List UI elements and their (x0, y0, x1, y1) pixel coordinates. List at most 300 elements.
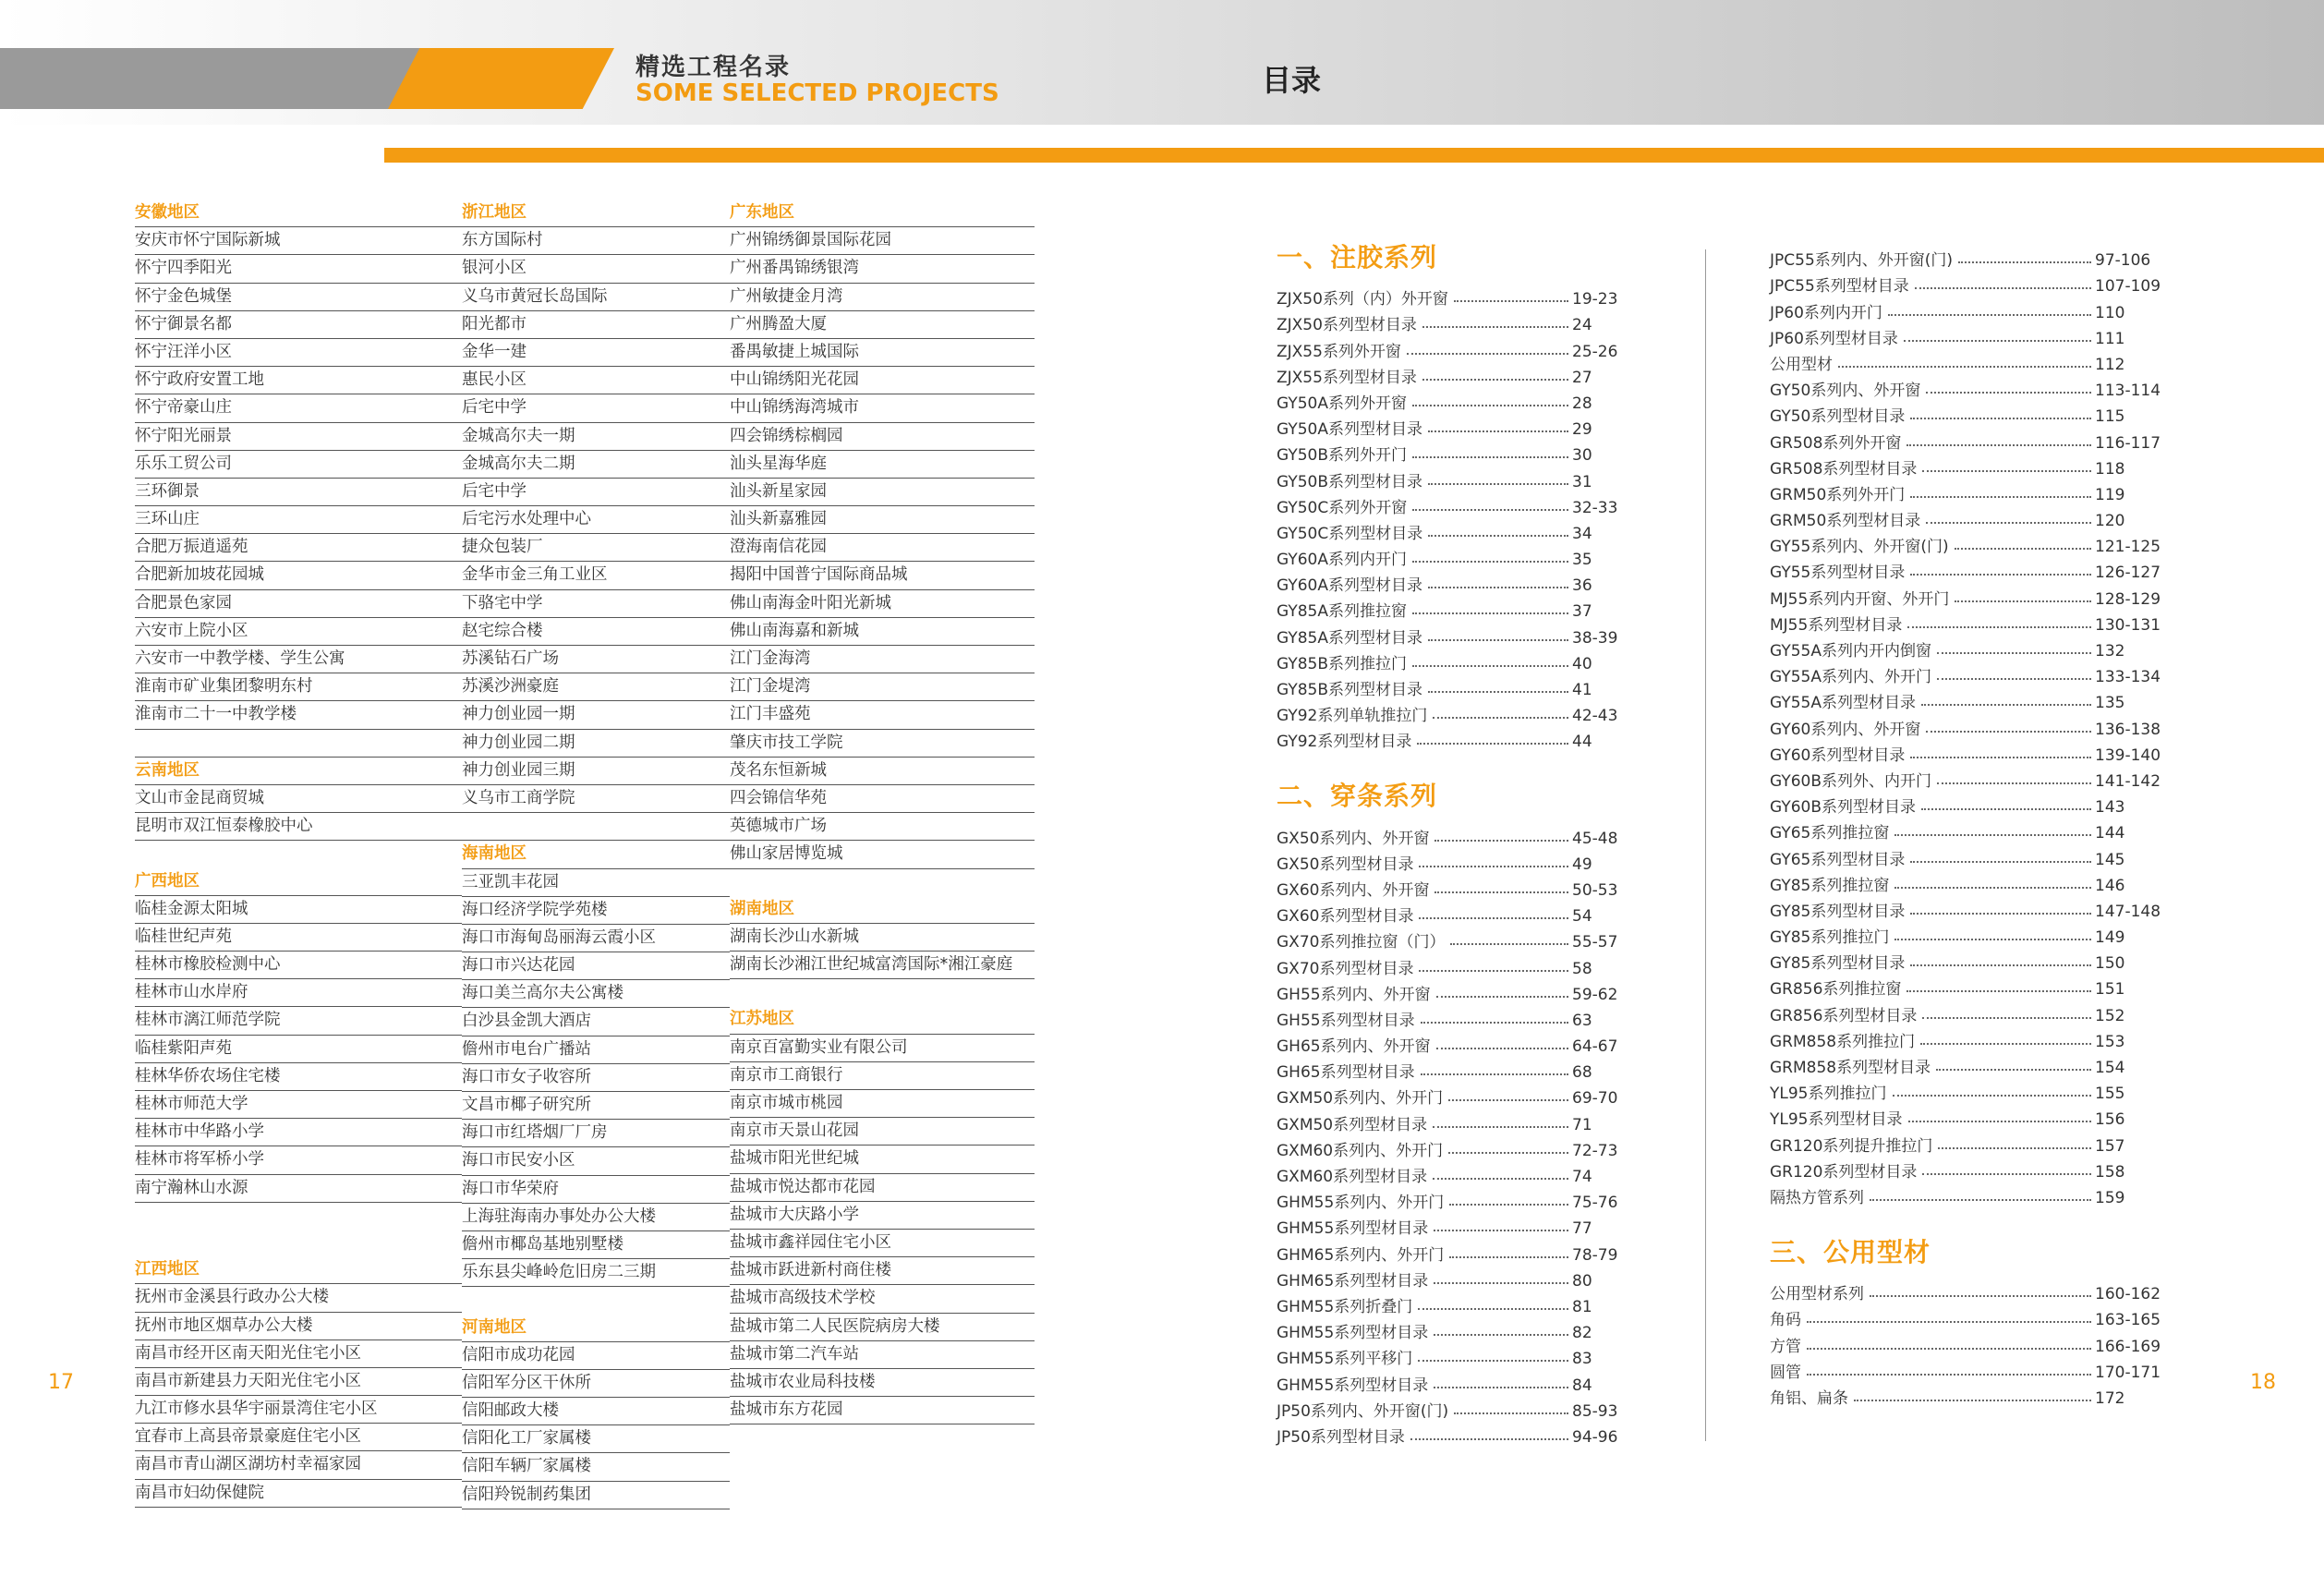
toc-entry[interactable] (1277, 334, 1635, 360)
toc-entry[interactable] (1770, 791, 2158, 817)
project-item: 佛山南海金叶阳光新城 (730, 590, 1035, 618)
toc-dot-leader (1454, 1412, 1568, 1414)
region-heading: 云南地区 (135, 758, 462, 785)
toc-entry-title: GRM50系列外开门 (1770, 485, 1906, 504)
toc-entry-page: 83 (1572, 1350, 1592, 1369)
project-item: 盐城市鑫祥园住宅小区 (730, 1230, 1035, 1257)
toc-entry[interactable] (1277, 952, 1635, 977)
toc-entry[interactable] (1277, 1316, 1635, 1342)
toc-entry-title: GY60B系列型材目录 (1770, 798, 1917, 818)
toc-dot-leader (1921, 808, 2091, 810)
toc-entry-title: GY85B系列型材目录 (1277, 681, 1423, 699)
toc-entry[interactable] (1770, 374, 2161, 401)
project-spacer (135, 841, 462, 867)
toc-entry-title: GX60系列内、外开窗 (1277, 880, 1430, 900)
toc-entry[interactable] (1277, 1004, 1635, 1030)
project-item: 怀宁帝豪山庄 (135, 394, 462, 422)
toc-entry[interactable] (1770, 739, 2161, 765)
toc-entry[interactable] (1770, 582, 2161, 609)
toc-entry-title: 圆管 (1770, 1363, 1801, 1382)
toc-entry[interactable] (1277, 569, 1635, 595)
toc-entry[interactable] (1770, 479, 2158, 504)
toc-entry-title: GY85A系列型材目录 (1277, 628, 1422, 648)
toc-entry-title: GHM55系列型材目录 (1277, 1376, 1429, 1395)
toc-dot-leader (1926, 731, 2091, 733)
toc-entry-title: 公用型材 (1770, 355, 1833, 374)
toc-entry[interactable] (1770, 296, 2158, 321)
toc-entry-title: ZJX55系列外开窗 (1277, 342, 1401, 361)
toc-dot-leader (1428, 587, 1568, 588)
page-number-right: 18 (2250, 1371, 2276, 1394)
toc-entry[interactable] (1770, 530, 2161, 557)
toc-dot-leader (1910, 964, 2091, 966)
toc-entry-page: 163-165 (2095, 1311, 2161, 1330)
toc-dot-leader (1419, 917, 1568, 919)
project-item: 肇庆市技工学院 (730, 730, 1035, 758)
toc-entry-title: GY65系列推拉窗 (1770, 824, 1890, 843)
toc-entry-title: GR120系列提升推拉门 (1770, 1136, 1933, 1156)
toc-entry[interactable] (1770, 1329, 2161, 1356)
toc-entry[interactable] (1770, 1051, 2158, 1077)
toc-entry-page: 119 (2095, 485, 2125, 504)
toc-entry[interactable] (1770, 1382, 2158, 1408)
project-item: 文昌市椰子研究所 (462, 1092, 730, 1120)
project-item: 佛山南海嘉和新城 (730, 618, 1035, 646)
project-item: 桂林市师范大学 (135, 1091, 462, 1119)
toc-entry-title: GX50系列内、外开窗 (1277, 829, 1430, 848)
project-item: 淮南市二十一中教学楼 (135, 701, 462, 729)
orange-divider-bar (384, 148, 2324, 163)
region-heading: 江苏地区 (730, 1006, 1035, 1034)
project-item: 义乌市工商学院 (462, 785, 730, 813)
header-gray-band (0, 48, 420, 109)
toc-entry[interactable] (1770, 895, 2161, 921)
project-item: 后宅中学 (462, 479, 730, 506)
toc-dot-leader (1412, 612, 1568, 614)
project-item: 四会锦信华苑 (730, 785, 1035, 813)
toc-dot-leader (1448, 1152, 1568, 1154)
toc-dot-leader (1807, 1374, 2091, 1376)
toc-entry-title: 公用型材系列 (1770, 1285, 1864, 1304)
toc-entry[interactable] (1277, 900, 1635, 926)
toc-entry[interactable] (1277, 1342, 1635, 1368)
project-item: 桂林市山水岸府 (135, 979, 462, 1007)
toc-dot-leader (1412, 665, 1568, 667)
toc-entry-title: MJ55系列型材目录 (1770, 615, 1903, 635)
toc-entry-title: GY55系列内、外开窗(门) (1770, 538, 1949, 557)
toc-entry-title: GH55系列型材目录 (1277, 1011, 1415, 1030)
toc-entry-page: 145 (2095, 850, 2125, 869)
toc-entry[interactable] (1770, 973, 2158, 999)
toc-entry[interactable] (1770, 947, 2158, 973)
toc-entry[interactable] (1770, 712, 2161, 739)
toc-entry-title: ZJX55系列型材目录 (1277, 368, 1417, 387)
project-item: 海口市华荣府 (462, 1176, 730, 1204)
toc-entry-page: 143 (2095, 798, 2125, 818)
project-item: 怀宁金色城堡 (135, 284, 462, 311)
project-item: 四会锦绣棕榈园 (730, 423, 1035, 451)
toc-dot-leader (1419, 866, 1568, 867)
toc-entry[interactable] (1277, 361, 1635, 387)
toc-entry[interactable] (1277, 465, 1635, 491)
toc-entry-title: GRM858系列型材目录 (1770, 1059, 1931, 1077)
toc-entry-page: 27 (1572, 368, 1592, 387)
toc-dot-leader (1412, 509, 1568, 511)
toc-entry[interactable] (1770, 661, 2161, 687)
toc-entry-page: 55-57 (1572, 933, 1618, 952)
toc-entry[interactable] (1277, 1395, 1635, 1421)
toc-entry-page: 116-117 (2095, 433, 2161, 453)
toc-entry-page: 144 (2095, 824, 2125, 843)
toc-entry-page: 115 (2095, 407, 2125, 427)
toc-entry[interactable] (1277, 1421, 1635, 1447)
toc-entry-title: GY50C系列外开窗 (1277, 498, 1408, 517)
toc-entry[interactable] (1770, 1278, 2161, 1304)
toc-entry-title: JP60系列型材目录 (1770, 329, 1898, 348)
toc-entry[interactable] (1277, 1082, 1635, 1108)
project-item: 乐乐工贸公司 (135, 451, 462, 479)
toc-dot-leader (1910, 418, 2091, 419)
toc-entry-page: 64-67 (1572, 1037, 1618, 1057)
toc-entry-title: GY85A系列推拉窗 (1277, 602, 1407, 622)
project-item: 三环御景 (135, 479, 462, 506)
project-item: 广州腾盈大厦 (730, 311, 1035, 339)
toc-dot-leader (1418, 1308, 1568, 1310)
toc-entry-title: GR120系列型材目录 (1770, 1162, 1918, 1182)
toc-entry[interactable] (1770, 322, 2158, 348)
project-item: 九江市修水县华宇丽景湾住宅小区 (135, 1396, 462, 1424)
toc-column-right (1770, 244, 2161, 1408)
toc-dot-leader (1936, 1069, 2091, 1071)
project-item: 儋州市电台广播站 (462, 1036, 730, 1064)
toc-entry-page: 111 (2095, 329, 2125, 348)
toc-entry[interactable] (1277, 439, 1635, 465)
project-item: 南京市城市桃园 (730, 1090, 1035, 1118)
toc-gap (1770, 1207, 2158, 1228)
toc-entry-page: 49 (1572, 855, 1592, 874)
project-item: 茂名东恒新城 (730, 758, 1035, 785)
toc-entry-page: 41 (1572, 681, 1592, 699)
toc-entry-page: 81 (1572, 1297, 1592, 1316)
toc-entry-page: 130-131 (2095, 615, 2161, 635)
toc-gap (1277, 751, 1635, 771)
toc-entry[interactable] (1277, 517, 1635, 543)
toc-entry-title: GX70系列型材目录 (1277, 959, 1414, 978)
toc-dot-leader (1922, 1017, 2091, 1019)
toc-entry-title: GY65系列型材目录 (1770, 850, 1906, 869)
toc-entry-title: 隔热方管系列 (1770, 1188, 1864, 1207)
toc-entry[interactable] (1770, 999, 2158, 1024)
toc-entry[interactable] (1770, 686, 2158, 712)
toc-entry[interactable] (1277, 874, 1635, 900)
toc-entry-title: GY50B系列型材目录 (1277, 472, 1423, 491)
project-item: 南昌市妇幼保健院 (135, 1480, 462, 1508)
toc-entry[interactable] (1770, 453, 2158, 479)
toc-entry[interactable] (1277, 1238, 1635, 1264)
toc-entry[interactable] (1277, 1108, 1635, 1133)
toc-entry-page: 141-142 (2095, 771, 2161, 791)
toc-dot-leader (1428, 639, 1568, 641)
toc-dot-leader (1419, 970, 1568, 972)
toc-entry-page: 78-79 (1572, 1245, 1618, 1265)
toc-dot-leader (1910, 757, 2091, 758)
toc-entry-page: 135 (2095, 694, 2125, 713)
project-item: 英德城市广场 (730, 813, 1035, 841)
toc-entry-page: 113-114 (2095, 382, 2161, 401)
toc-entry-page: 120 (2095, 512, 2125, 531)
project-spacer (135, 730, 462, 758)
toc-entry-page: 80 (1572, 1271, 1592, 1291)
toc-entry[interactable] (1770, 244, 2158, 270)
project-item: 海口市民安小区 (462, 1147, 730, 1175)
toc-entry-page: 166-169 (2095, 1337, 2161, 1356)
toc-dot-leader (1955, 548, 2091, 550)
toc-entry-title: GY85B系列推拉门 (1277, 654, 1408, 673)
project-spacer (135, 1203, 462, 1230)
toc-dot-leader (1926, 392, 2091, 394)
toc-entry-title: GY50系列型材目录 (1770, 407, 1906, 427)
project-item: 怀宁政府安置工地 (135, 367, 462, 394)
project-item: 临桂世纪声苑 (135, 924, 462, 952)
toc-entry[interactable] (1277, 595, 1635, 621)
region-heading: 河南地区 (462, 1315, 730, 1342)
toc-entry[interactable] (1770, 1303, 2161, 1330)
toc-entry[interactable] (1770, 270, 2161, 297)
project-column-1 (135, 200, 462, 1508)
toc-entry[interactable] (1277, 1160, 1635, 1186)
toc-entry[interactable] (1277, 1186, 1635, 1212)
toc-entry[interactable] (1277, 1368, 1635, 1394)
toc-entry-page: 36 (1572, 576, 1592, 596)
toc-entry[interactable] (1277, 491, 1635, 517)
toc-entry[interactable] (1277, 926, 1635, 952)
toc-entry-title: GR856系列型材目录 (1770, 1006, 1918, 1025)
project-item: 南京百富勤实业有限公司 (730, 1035, 1035, 1062)
toc-entry[interactable] (1770, 1182, 2158, 1207)
toc-entry-page: 107-109 (2095, 277, 2161, 297)
toc-entry[interactable] (1770, 1077, 2158, 1103)
toc-entry[interactable] (1770, 400, 2158, 426)
project-item: 南京市天景山花园 (730, 1118, 1035, 1146)
toc-entry[interactable] (1770, 556, 2161, 583)
project-item: 佛山家居博览城 (730, 841, 1035, 868)
toc-entry-title: JPC55系列型材目录 (1770, 277, 1909, 297)
project-spacer (730, 869, 1035, 896)
toc-entry-title: YL95系列推拉门 (1770, 1085, 1887, 1104)
toc-entry[interactable] (1277, 1291, 1635, 1316)
project-item: 盐城市第二人民医院病房大楼 (730, 1314, 1035, 1341)
toc-entry[interactable] (1277, 725, 1635, 751)
toc-entry[interactable] (1770, 817, 2158, 842)
toc-dot-leader (1958, 261, 2091, 263)
project-item: 安庆市怀宁国际新城 (135, 227, 462, 255)
region-heading: 安徽地区 (135, 200, 462, 227)
toc-entry-title: GXM60系列内、外开门 (1277, 1141, 1444, 1160)
toc-entry[interactable] (1277, 387, 1635, 413)
toc-entry-title: GY55A系列型材目录 (1770, 694, 1916, 713)
project-item: 江门金堤湾 (730, 673, 1035, 701)
toc-entry[interactable] (1277, 1030, 1635, 1056)
toc-entry-title: GX60系列型材目录 (1277, 907, 1414, 927)
toc-entry-page: 50-53 (1572, 880, 1618, 900)
project-item: 乐东县尖峰岭危旧房二三期 (462, 1259, 730, 1287)
toc-entry[interactable] (1277, 699, 1635, 725)
toc-entry[interactable] (1277, 283, 1635, 309)
toc-dot-leader (1807, 1321, 2091, 1323)
toc-dot-leader (1920, 1043, 2091, 1045)
toc-entry-page: 59-62 (1572, 985, 1618, 1004)
toc-entry[interactable] (1277, 978, 1635, 1004)
toc-dot-leader (1448, 1099, 1568, 1101)
toc-entry[interactable] (1277, 821, 1635, 847)
toc-entry-page: 82 (1572, 1324, 1592, 1343)
toc-entry-title: GRM858系列推拉门 (1770, 1032, 1916, 1051)
toc-dot-leader (1888, 314, 2091, 316)
toc-entry-title: GY85系列推拉窗 (1770, 876, 1890, 895)
toc-dot-leader (1915, 287, 2091, 289)
toc-entry-title: GY50系列内、外开窗 (1770, 382, 1921, 401)
toc-entry-title: GXM50系列型材目录 (1277, 1115, 1428, 1134)
toc-dot-leader (1434, 1387, 1568, 1388)
toc-entry[interactable] (1277, 543, 1635, 569)
project-item: 盐城市悦达都市花园 (730, 1174, 1035, 1202)
toc-entry-page: 37 (1572, 602, 1592, 622)
toc-dot-leader (1412, 405, 1568, 406)
project-item: 中山锦绣阳光花园 (730, 367, 1035, 394)
toc-entry-page: 77 (1572, 1219, 1592, 1239)
project-spacer (135, 1230, 462, 1256)
project-item: 合肥新加坡花园城 (135, 562, 462, 589)
project-item: 合肥万振逍遥苑 (135, 534, 462, 562)
toc-entry[interactable] (1277, 1265, 1635, 1291)
toc-dot-leader (1870, 1199, 2091, 1201)
project-item: 信阳市成功花园 (462, 1342, 730, 1370)
project-item: 三环山庄 (135, 506, 462, 534)
project-item: 揭阳中国普宁国际商品城 (730, 562, 1035, 589)
toc-entry-page: 42-43 (1572, 707, 1618, 726)
project-item: 神力创业园二期 (462, 730, 730, 758)
toc-entry[interactable] (1770, 842, 2158, 868)
toc-entry-title: YL95系列型材目录 (1770, 1110, 1903, 1130)
toc-section-heading: 三、公用型材 (1770, 1236, 1931, 1267)
toc-entry-page: 32-33 (1572, 498, 1618, 517)
toc-entry-page: 151 (2095, 980, 2125, 1000)
toc-entry-title: GH65系列型材目录 (1277, 1063, 1415, 1083)
toc-dot-leader (1937, 652, 2091, 654)
toc-entry[interactable] (1770, 609, 2161, 635)
toc-entry[interactable] (1277, 848, 1635, 874)
project-item: 后宅污水处理中心 (462, 506, 730, 534)
project-item: 怀宁汪洋小区 (135, 339, 462, 367)
toc-entry-title: JP50系列内、外开窗(门) (1277, 1401, 1449, 1421)
toc-entry-page: 75-76 (1572, 1194, 1618, 1213)
toc-dot-leader (1454, 300, 1568, 302)
toc-entry[interactable] (1770, 1156, 2158, 1182)
project-item: 盐城市农业局科技楼 (730, 1369, 1035, 1397)
project-item: 文山市金昆商贸城 (135, 785, 462, 813)
toc-entry[interactable] (1277, 309, 1635, 334)
toc-entry[interactable] (1277, 1212, 1635, 1238)
toc-entry[interactable] (1277, 621, 1635, 647)
toc-entry-page: 146 (2095, 876, 2125, 895)
toc-entry[interactable] (1770, 1025, 2158, 1051)
toc-entry-title: JPC55系列内、外开窗(门) (1770, 251, 1954, 271)
project-item: 金华一建 (462, 339, 730, 367)
toc-entry[interactable] (1277, 1056, 1635, 1082)
toc-entry-title: GHM55系列平移门 (1277, 1350, 1413, 1369)
toc-entry[interactable] (1770, 1129, 2158, 1155)
toc-entry[interactable] (1770, 504, 2158, 530)
toc-dot-leader (1955, 600, 2091, 602)
toc-entry[interactable] (1770, 348, 2158, 374)
project-item: 海口市海甸岛丽海云霞小区 (462, 925, 730, 952)
toc-dot-leader (1433, 1126, 1568, 1128)
toc-entry[interactable] (1770, 635, 2158, 661)
toc-dot-leader (1412, 456, 1568, 458)
toc-entry-title: GX50系列型材目录 (1277, 855, 1414, 874)
toc-entry-page: 157 (2095, 1136, 2125, 1156)
region-heading: 广东地区 (730, 200, 1035, 227)
toc-entry-page: 84 (1572, 1376, 1592, 1395)
toc-entry-page: 44 (1572, 733, 1592, 752)
project-item: 六安市上院小区 (135, 618, 462, 646)
toc-dot-leader (1428, 430, 1568, 432)
project-item: 三亚凯丰花园 (462, 869, 730, 897)
toc-entry-title: GY92系列单轨推拉门 (1277, 707, 1428, 726)
project-item: 合肥景色家园 (135, 590, 462, 618)
project-item: 海口经济学院学苑楼 (462, 897, 730, 925)
toc-entry-title: GY60A系列型材目录 (1277, 576, 1422, 596)
project-item: 义乌市黄冠长岛国际 (462, 284, 730, 311)
toc-dot-leader (1449, 1204, 1568, 1206)
toc-entry[interactable] (1770, 921, 2158, 947)
toc-entry[interactable] (1770, 1103, 2158, 1129)
toc-entry-title: GRM50系列型材目录 (1770, 512, 1921, 531)
toc-dot-leader (1422, 379, 1568, 381)
toc-entry[interactable] (1277, 1134, 1635, 1160)
toc-entry-page: 110 (2095, 303, 2125, 322)
toc-entry-title: 角码 (1770, 1311, 1801, 1330)
toc-entry[interactable] (1277, 413, 1635, 439)
section-title-en: SOME SELECTED PROJECTS (635, 79, 999, 107)
column-divider (1705, 249, 1706, 1441)
project-item: 金城高尔夫一期 (462, 423, 730, 451)
toc-entry[interactable] (1277, 648, 1635, 673)
toc-entry-title: JP60系列内开门 (1770, 303, 1882, 322)
region-heading: 浙江地区 (462, 200, 730, 227)
toc-dot-leader (1910, 496, 2091, 498)
toc-entry-title: GY50A系列型材目录 (1277, 420, 1422, 440)
toc-entry-title: GY50A系列外开窗 (1277, 394, 1407, 413)
toc-entry[interactable] (1770, 1356, 2161, 1382)
toc-entry[interactable] (1770, 426, 2161, 453)
project-item: 盐城市东方花园 (730, 1397, 1035, 1424)
project-item: 海口市红塔烟厂厂房 (462, 1120, 730, 1147)
toc-entry-page: 45-48 (1572, 829, 1618, 848)
toc-entry-title: GH55系列内、外开窗 (1277, 985, 1431, 1004)
toc-entry[interactable] (1770, 869, 2158, 895)
toc-entry-title: GR508系列型材目录 (1770, 459, 1918, 479)
toc-entry-page: 24 (1572, 316, 1592, 335)
toc-dot-leader (1904, 340, 2091, 342)
toc-entry[interactable] (1277, 673, 1635, 699)
toc-entry-title: GHM65系列内、外开门 (1277, 1245, 1445, 1265)
toc-dot-leader (1908, 1121, 2092, 1122)
project-item: 抚州市地区烟草办公大楼 (135, 1313, 462, 1340)
toc-entry[interactable] (1770, 765, 2161, 791)
toc-dot-leader (1428, 535, 1568, 537)
toc-entry-page: 152 (2095, 1006, 2125, 1025)
